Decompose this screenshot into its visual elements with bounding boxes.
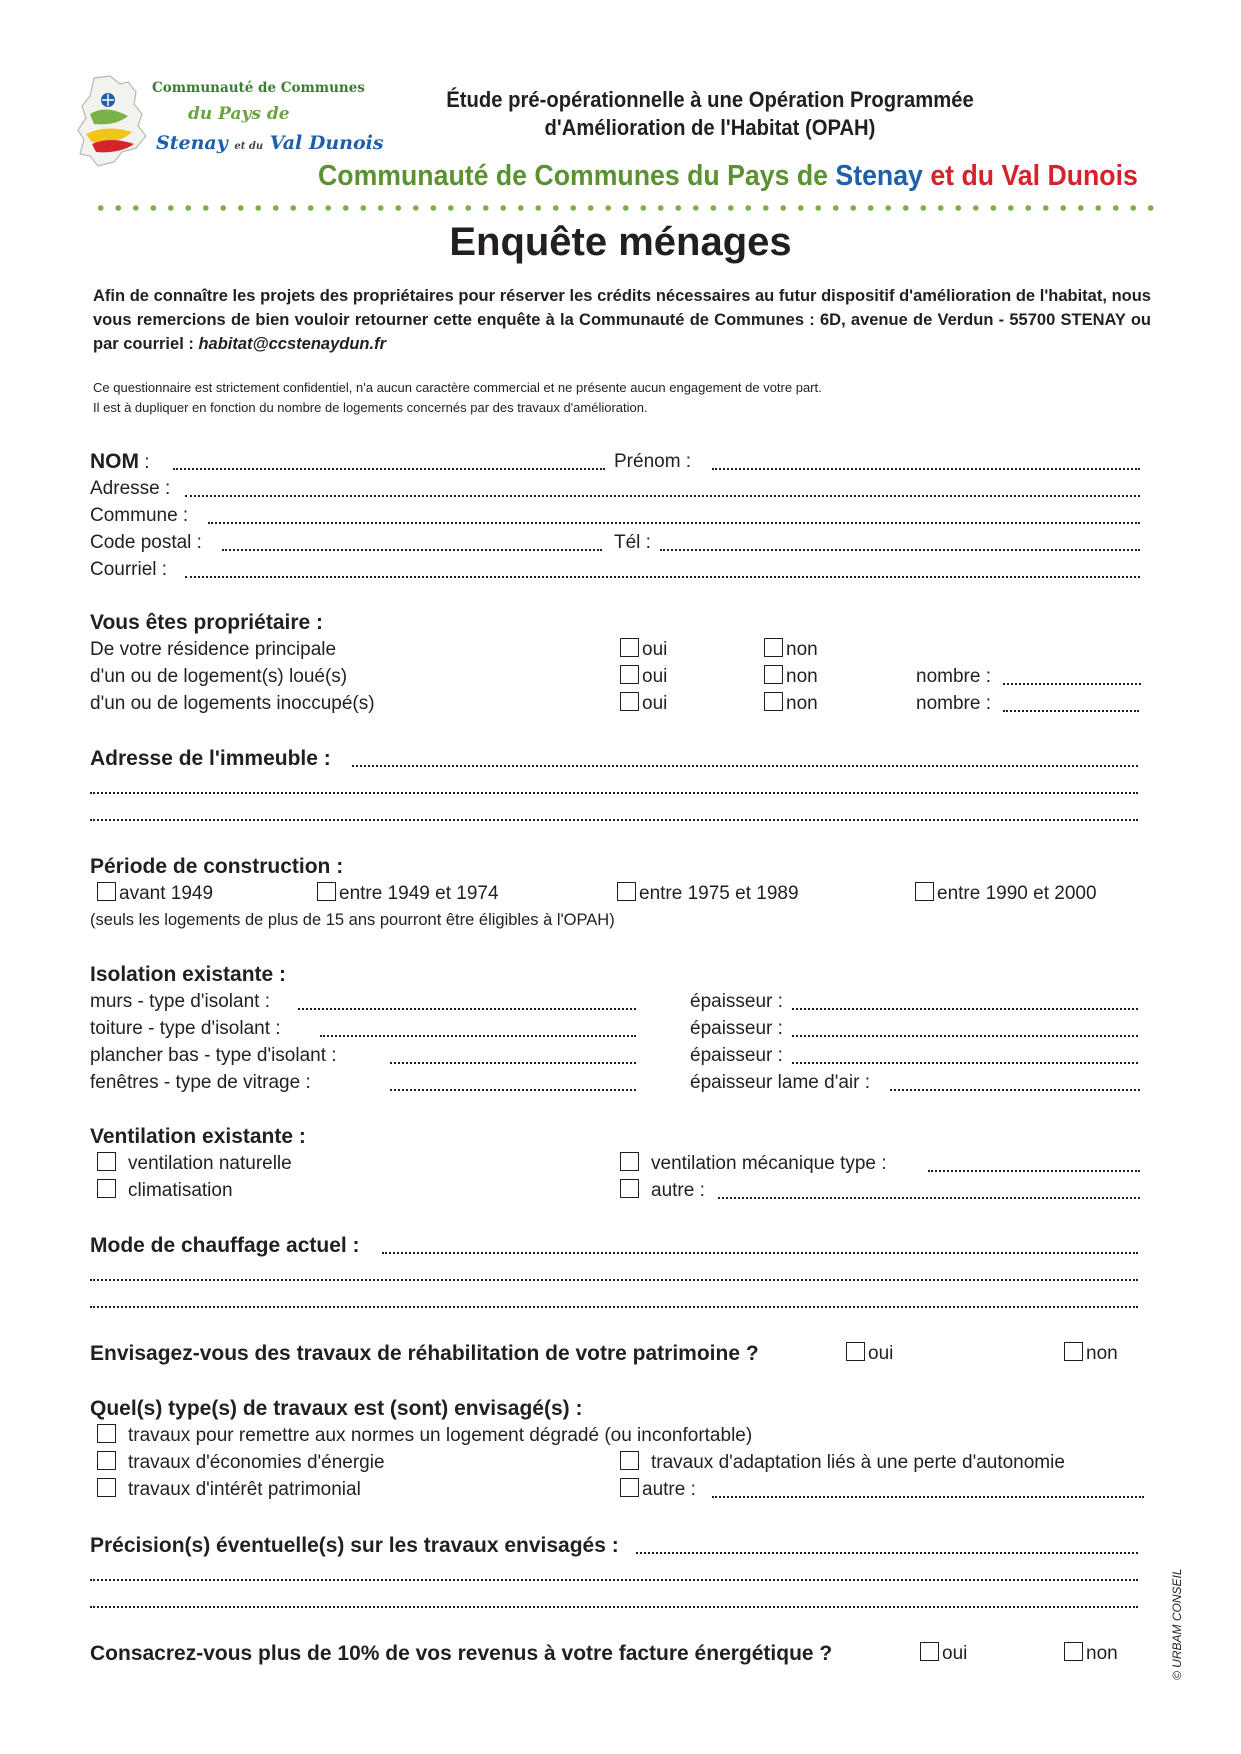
- ventilation-mecanique-checkbox[interactable]: [620, 1150, 887, 1177]
- adresse-field[interactable]: [185, 493, 1140, 497]
- checkbox-label: oui: [642, 693, 668, 714]
- loues-oui-checkbox[interactable]: [620, 663, 667, 690]
- proprietaire-heading: Vous êtes propriétaire :: [90, 611, 324, 634]
- community-title: [318, 160, 1138, 193]
- checkbox-icon: [97, 1424, 116, 1443]
- periode-1949-1974-checkbox[interactable]: [317, 880, 499, 907]
- chauffage-field-3[interactable]: [90, 1304, 1138, 1308]
- periode-1990-2000-checkbox[interactable]: [915, 880, 1097, 907]
- inoccupes-nombre-field[interactable]: [1003, 708, 1139, 712]
- periode-1975-1989-checkbox[interactable]: [617, 880, 799, 907]
- checkbox-icon: [620, 665, 639, 684]
- copyright-notice: © URBAM CONSEIL: [1170, 1568, 1184, 1680]
- energie-non-checkbox[interactable]: [1064, 1640, 1118, 1667]
- isolation-toiture-label: toiture - type d'isolant :: [90, 1018, 281, 1039]
- community-title-part-1: Communauté de Communes du Pays de: [318, 160, 836, 192]
- proprietaire-row-2-label: d'un ou de logement(s) loué(s): [90, 666, 348, 687]
- contact-email[interactable]: habitat@ccstenaydun.fr: [198, 335, 386, 353]
- chauffage-field-1[interactable]: [382, 1250, 1138, 1254]
- adresse-immeuble-field-1[interactable]: [352, 763, 1138, 767]
- periode-note: (seuls les logements de plus de 15 ans pourront être éligibles à l'OPAH): [90, 911, 615, 929]
- travaux-adaptation-checkbox[interactable]: [620, 1449, 1065, 1476]
- intro-paragraph: [93, 284, 1151, 356]
- isolation-plancher-label: plancher bas - type d'isolant :: [90, 1045, 337, 1066]
- page-title: Enquête ménages: [449, 220, 792, 264]
- checkbox-icon: [764, 638, 783, 657]
- isolation-fenetres-field[interactable]: [390, 1087, 636, 1091]
- checkbox-icon: [764, 665, 783, 684]
- residence-non-checkbox[interactable]: [764, 636, 818, 663]
- nom-row: [90, 448, 150, 475]
- proprietaire-row-3-label: d'un ou de logements inoccupé(s): [90, 693, 375, 714]
- loues-nombre-label: nombre :: [916, 666, 991, 687]
- note-line-1: Ce questionnaire est strictement confidentiel, n'a aucun caractère commercial et ne présente aucun engagement de votre part.: [93, 380, 822, 395]
- isolation-lame-air-label: épaisseur lame d'air :: [690, 1072, 870, 1093]
- tel-label: Tél :: [614, 532, 651, 553]
- checkbox-icon: [620, 692, 639, 711]
- checkbox-label: oui: [642, 666, 668, 687]
- checkbox-label: non: [786, 666, 818, 687]
- study-title-line-2: d'Amélioration de l'Habitat (OPAH): [544, 115, 876, 140]
- isolation-toiture-field[interactable]: [320, 1033, 636, 1037]
- climatisation-checkbox[interactable]: [97, 1177, 233, 1204]
- checkbox-icon: [97, 1451, 116, 1470]
- checkbox-label: autre :: [642, 1479, 696, 1500]
- checkbox-label: oui: [868, 1343, 894, 1364]
- checkbox-icon: [764, 692, 783, 711]
- rehabilitation-non-checkbox[interactable]: [1064, 1340, 1118, 1367]
- rehabilitation-question: Envisagez-vous des travaux de réhabilitation de votre patrimoine ?: [90, 1342, 759, 1365]
- precisions-field-2[interactable]: [90, 1577, 1138, 1581]
- travaux-patrimonial-checkbox[interactable]: [97, 1476, 361, 1503]
- travaux-energie-checkbox[interactable]: [97, 1449, 385, 1476]
- logo-stenay: Stenay: [156, 132, 228, 154]
- logo-line-2: du Pays de: [188, 104, 290, 124]
- note-line-2: Il est à dupliquer en fonction du nombre de logements concernés par des travaux d'amélioration.: [93, 400, 648, 415]
- loues-nombre-field[interactable]: [1003, 681, 1141, 685]
- energie-oui-checkbox[interactable]: [920, 1640, 967, 1667]
- code-postal-label: Code postal :: [90, 532, 202, 553]
- logo-val-dunois: Val Dunois: [269, 132, 384, 154]
- logo-line-1: Communauté de Communes: [152, 80, 365, 96]
- nom-colon: :: [139, 452, 150, 473]
- energie-question: Consacrez-vous plus de 10% de vos revenus à votre facture énergétique ?: [90, 1642, 833, 1665]
- prenom-label: Prénom :: [614, 451, 692, 472]
- checkbox-label: ventilation mécanique type :: [651, 1153, 887, 1174]
- checkbox-label: non: [1086, 1643, 1118, 1664]
- adresse-immeuble-field-2[interactable]: [90, 790, 1138, 794]
- isolation-heading: Isolation existante :: [90, 963, 287, 986]
- residence-oui-checkbox[interactable]: [620, 636, 667, 663]
- checkbox-label: travaux d'adaptation liés à une perte d'autonomie: [651, 1452, 1065, 1473]
- checkbox-icon: [620, 638, 639, 657]
- checkbox-icon: [617, 882, 636, 901]
- inoccupes-nombre-label: nombre :: [916, 693, 991, 714]
- study-title: [388, 86, 1032, 142]
- isolation-murs-label: murs - type d'isolant :: [90, 991, 270, 1012]
- checkbox-icon: [97, 882, 116, 901]
- checkbox-label: travaux d'économies d'énergie: [128, 1452, 385, 1473]
- checkbox-label: oui: [642, 639, 668, 660]
- checkbox-label: non: [1086, 1343, 1118, 1364]
- checkbox-icon: [97, 1152, 116, 1171]
- checkbox-icon: [620, 1478, 639, 1497]
- checkbox-label: travaux pour remettre aux normes un logement dégradé (ou inconfortable): [128, 1425, 753, 1446]
- checkbox-icon: [920, 1642, 939, 1661]
- isolation-murs-epaisseur-label: épaisseur :: [690, 991, 783, 1012]
- territory-map-icon: [76, 74, 156, 169]
- travaux-autre-checkbox[interactable]: [620, 1476, 696, 1503]
- checkbox-icon: [1064, 1642, 1083, 1661]
- checkbox-label: non: [786, 693, 818, 714]
- adresse-immeuble-field-3[interactable]: [90, 817, 1138, 821]
- nom-field[interactable]: [173, 466, 605, 470]
- checkbox-label: autre :: [651, 1180, 705, 1201]
- ventilation-heading: Ventilation existante :: [90, 1125, 306, 1148]
- periode-heading: Période de construction :: [90, 855, 344, 878]
- checkbox-label: climatisation: [128, 1180, 233, 1201]
- cc-logo: [76, 74, 384, 169]
- prenom-field[interactable]: [712, 466, 1140, 470]
- checkbox-label: entre 1975 et 1989: [639, 883, 799, 904]
- inoccupes-oui-checkbox[interactable]: [620, 690, 667, 717]
- periode-avant-1949-checkbox[interactable]: [97, 880, 213, 907]
- confidentiality-note: [93, 378, 1151, 418]
- precisions-heading: Précision(s) éventuelle(s) sur les travaux envisagés :: [90, 1534, 619, 1557]
- checkbox-label: oui: [942, 1643, 968, 1664]
- isolation-murs-epaisseur-field[interactable]: [792, 1006, 1138, 1010]
- travaux-normes-checkbox[interactable]: [97, 1422, 752, 1449]
- isolation-plancher-field[interactable]: [390, 1060, 636, 1064]
- ventilation-autre-checkbox[interactable]: [620, 1177, 705, 1204]
- courriel-label: Courriel :: [90, 559, 168, 580]
- isolation-murs-field[interactable]: [298, 1006, 636, 1010]
- isolation-plancher-epaisseur-label: épaisseur :: [690, 1045, 783, 1066]
- precisions-field-3[interactable]: [90, 1604, 1138, 1608]
- checkbox-icon: [846, 1342, 865, 1361]
- adresse-immeuble-heading: Adresse de l'immeuble :: [90, 747, 331, 770]
- dotted-divider: [92, 204, 1158, 212]
- checkbox-label: non: [786, 639, 818, 660]
- chauffage-heading: Mode de chauffage actuel :: [90, 1234, 360, 1257]
- adresse-label: Adresse :: [90, 478, 171, 499]
- checkbox-icon: [97, 1179, 116, 1198]
- isolation-fenetres-label: fenêtres - type de vitrage :: [90, 1072, 311, 1093]
- isolation-lame-air-field[interactable]: [890, 1087, 1140, 1091]
- commune-label: Commune :: [90, 505, 189, 526]
- proprietaire-row-1-label: De votre résidence principale: [90, 639, 337, 660]
- checkbox-icon: [1064, 1342, 1083, 1361]
- intro-text: Afin de connaître les projets des propriétaires pour réserver les crédits nécessaires au futur dispositif d'amélioration de l'habitat, nous vous remercions de bien vouloir retourner cette enquête à la Communauté de Communes : 6D, avenue de Verdun - 55700 STENAY ou par courriel :: [93, 287, 1151, 353]
- checkbox-icon: [620, 1179, 639, 1198]
- checkbox-label: entre 1990 et 2000: [937, 883, 1097, 904]
- study-title-line-1: Étude pré-opérationnelle à une Opération Programmée: [446, 87, 974, 112]
- isolation-plancher-epaisseur-field[interactable]: [792, 1060, 1138, 1064]
- logo-line-3: [156, 132, 384, 154]
- checkbox-icon: [97, 1478, 116, 1497]
- checkbox-icon: [620, 1451, 639, 1470]
- checkbox-icon: [620, 1152, 639, 1171]
- travaux-heading: Quel(s) type(s) de travaux est (sont) envisagé(s) :: [90, 1397, 583, 1420]
- checkbox-label: travaux d'intérêt patrimonial: [128, 1479, 361, 1500]
- checkbox-label: ventilation naturelle: [128, 1153, 292, 1174]
- community-title-val-dunois: et du Val Dunois: [922, 160, 1138, 192]
- travaux-autre-field[interactable]: [712, 1494, 1144, 1498]
- ventilation-mecanique-field[interactable]: [928, 1168, 1140, 1172]
- courriel-field[interactable]: [185, 574, 1140, 578]
- checkbox-icon: [317, 882, 336, 901]
- checkbox-label: avant 1949: [119, 883, 214, 904]
- logo-et-du: et du: [234, 141, 264, 152]
- ventilation-naturelle-checkbox[interactable]: [97, 1150, 292, 1177]
- precisions-field-1[interactable]: [636, 1550, 1138, 1554]
- tel-field[interactable]: [660, 547, 1140, 551]
- isolation-toiture-epaisseur-label: épaisseur :: [690, 1018, 783, 1039]
- community-title-stenay: Stenay: [835, 160, 923, 192]
- checkbox-label: entre 1949 et 1974: [339, 883, 499, 904]
- nom-label: NOM: [90, 450, 139, 473]
- ventilation-autre-field[interactable]: [718, 1195, 1140, 1199]
- isolation-toiture-epaisseur-field[interactable]: [792, 1033, 1138, 1037]
- checkbox-icon: [915, 882, 934, 901]
- code-postal-field[interactable]: [222, 547, 602, 551]
- loues-non-checkbox[interactable]: [764, 663, 818, 690]
- chauffage-field-2[interactable]: [90, 1277, 1138, 1281]
- inoccupes-non-checkbox[interactable]: [764, 690, 818, 717]
- rehabilitation-oui-checkbox[interactable]: [846, 1340, 893, 1367]
- commune-field[interactable]: [208, 520, 1140, 524]
